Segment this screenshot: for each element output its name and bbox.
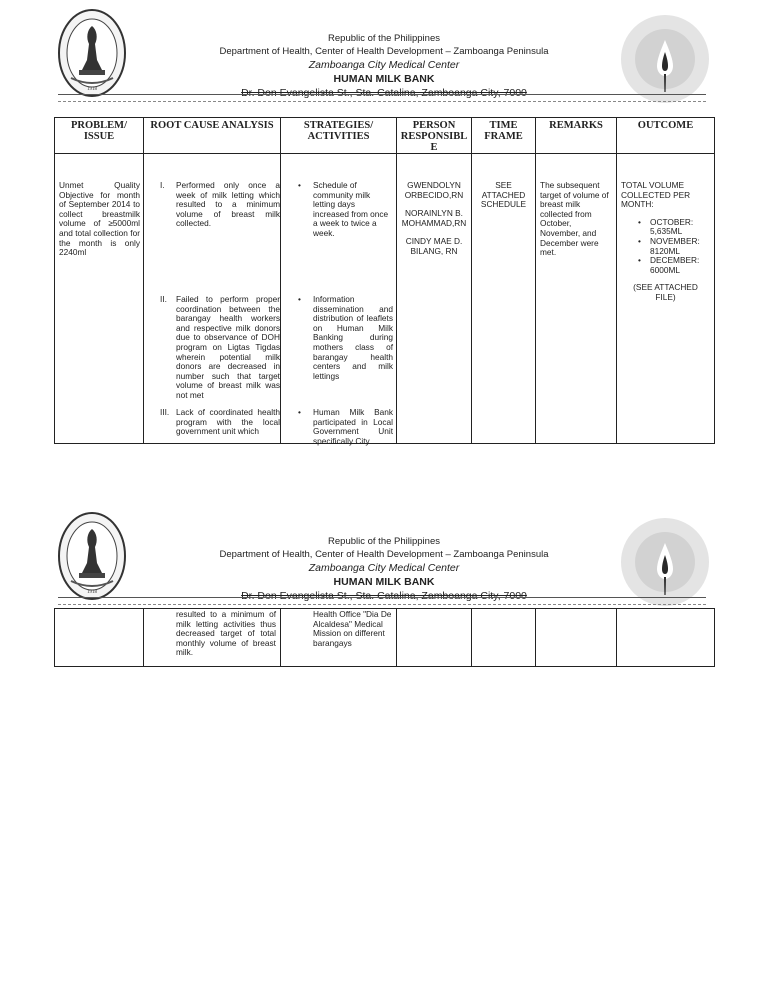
problem-cell (55, 154, 144, 444)
person-responsible-cell (397, 154, 472, 444)
bullet: • (298, 180, 301, 190)
outcome-value: DECEMBER: 6000ML (650, 255, 700, 275)
header-republic: Republic of the Philippines (328, 536, 440, 547)
svg-text:1918: 1918 (87, 590, 97, 595)
header-divider-dashed (58, 604, 706, 605)
header-unit: HUMAN MILK BANK (333, 73, 435, 85)
header-address: Dr. Don Evangelista St., Sta. Catalina, Zamboanga City, 7000 (241, 87, 527, 99)
person-name: CINDY MAE D. BILANG, RN (405, 236, 463, 256)
root-cause-number: I. (160, 180, 165, 190)
header-divider-dashed (58, 101, 706, 102)
header-divider (58, 94, 706, 95)
outcome-list (621, 218, 710, 276)
remarks-cell (536, 154, 617, 444)
remarks-text: The subsequent target of volume of breast milk collected from October, November, and December were met. (540, 180, 609, 258)
table-header-row (55, 118, 715, 154)
header-divider (58, 597, 706, 598)
time-frame-text: SEE ATTACHED SCHEDULE (480, 180, 527, 210)
list-item: • NOVEMBER: 8120ML (638, 235, 700, 256)
strategy-item (298, 407, 393, 446)
root-cause-continued-text: resulted to a minimum of milk letting activities thus decreased target of total monthly volume of breast milk. (176, 609, 276, 658)
outcome-note: (SEE ATTACHED FILE) (633, 282, 698, 302)
bullet: • (298, 294, 301, 304)
root-cause-number: II. (160, 294, 167, 304)
root-cause-text: Performed only once a week of milk letting which resulted to a minimum volume of breast milk collected. (176, 180, 280, 229)
header-center: Zamboanga City Medical Center (308, 59, 460, 71)
strategy-item (298, 294, 393, 381)
table-row (55, 609, 715, 667)
header-address: Dr. Don Evangelista St., Sta. Catalina, Zamboanga City, 7000 (241, 590, 527, 602)
root-cause-item (160, 407, 280, 437)
outcome-title: TOTAL VOLUME COLLECTED PER MONTH: (621, 180, 691, 210)
remarks-cell (536, 609, 617, 667)
time-frame-cell (472, 154, 536, 444)
root-cause-text: Failed to perform proper coordination between the barangay health workers and respective milk donors due to observance of DOH program on Ligtas Tigdas wherein potential milk donors are decreased in number such that target volume of breast milk was not met (176, 294, 280, 400)
strategy-text: Human Milk Bank participated in Local Government Unit specifically City (313, 407, 393, 446)
strategies-cell (281, 154, 397, 444)
column-header-outcome: OUTCOME (617, 118, 715, 154)
root-cause-cell (144, 609, 281, 667)
action-plan-table (54, 117, 715, 444)
strategy-continued-text: Health Office "Dia De Alcaldesa" Medical Mission on different barangays (313, 609, 392, 648)
outcome-value: OCTOBER: 5,635ML (650, 216, 694, 237)
column-header-remarks: REMARKS (536, 118, 617, 154)
problem-cell (55, 609, 144, 667)
column-header-time-frame: TIME FRAME (472, 118, 536, 154)
header-unit: HUMAN MILK BANK (333, 576, 435, 588)
column-header-root-cause: ROOT CAUSE ANALYSIS (144, 118, 281, 154)
root-cause-cell (144, 154, 281, 444)
strategy-item (298, 180, 393, 239)
column-header-strategies: STRATEGIES/ ACTIVITIES (281, 118, 397, 154)
person-name: NORAINLYN B. MOHAMMAD,RN (401, 208, 467, 228)
time-frame-cell (472, 609, 536, 667)
svg-text:1918: 1918 (87, 87, 97, 92)
person-responsible-cell (397, 609, 472, 667)
list-item: • DECEMBER: 6000ML (638, 255, 700, 275)
header-department: Department of Health, Center of Health Development – Zamboanga Peninsula (219, 549, 549, 560)
root-cause-text: Lack of coordinated health program with the local government unit which (176, 407, 280, 437)
list-item: • OCTOBER: 5,635ML (638, 216, 694, 237)
column-header-problem: PROBLEM/ ISSUE (55, 118, 144, 154)
header-republic: Republic of the Philippines (328, 33, 440, 44)
table-row (55, 154, 715, 444)
column-header-person: PERSON RESPONSIBL E (397, 118, 472, 154)
header-center: Zamboanga City Medical Center (308, 562, 460, 574)
person-name: GWENDOLYN ORBECIDO,RN (404, 180, 464, 200)
header-department: Department of Health, Center of Health Development – Zamboanga Peninsula (219, 46, 549, 57)
continuation-table (54, 608, 715, 667)
strategies-cell (281, 609, 397, 667)
root-cause-number: III. (160, 407, 170, 417)
outcome-value: NOVEMBER: 8120ML (650, 235, 700, 256)
root-cause-item (160, 294, 280, 401)
problem-text: Unmet Quality Objective for month of September 2014 to collect breastmilk volume of ≥5000ml and total collection for the month is only 2240ml (59, 180, 140, 258)
outcome-cell (617, 609, 715, 667)
strategy-text: Information dissemination and distribution of leaflets on Human Milk Banking during mothers class of barangay health centers and milk lettings (313, 294, 393, 381)
strategy-text: Schedule of community milk letting days increased from once a week to twice a week. (313, 180, 389, 238)
outcome-cell (617, 154, 715, 444)
root-cause-item (160, 180, 280, 229)
bullet: • (298, 407, 301, 417)
